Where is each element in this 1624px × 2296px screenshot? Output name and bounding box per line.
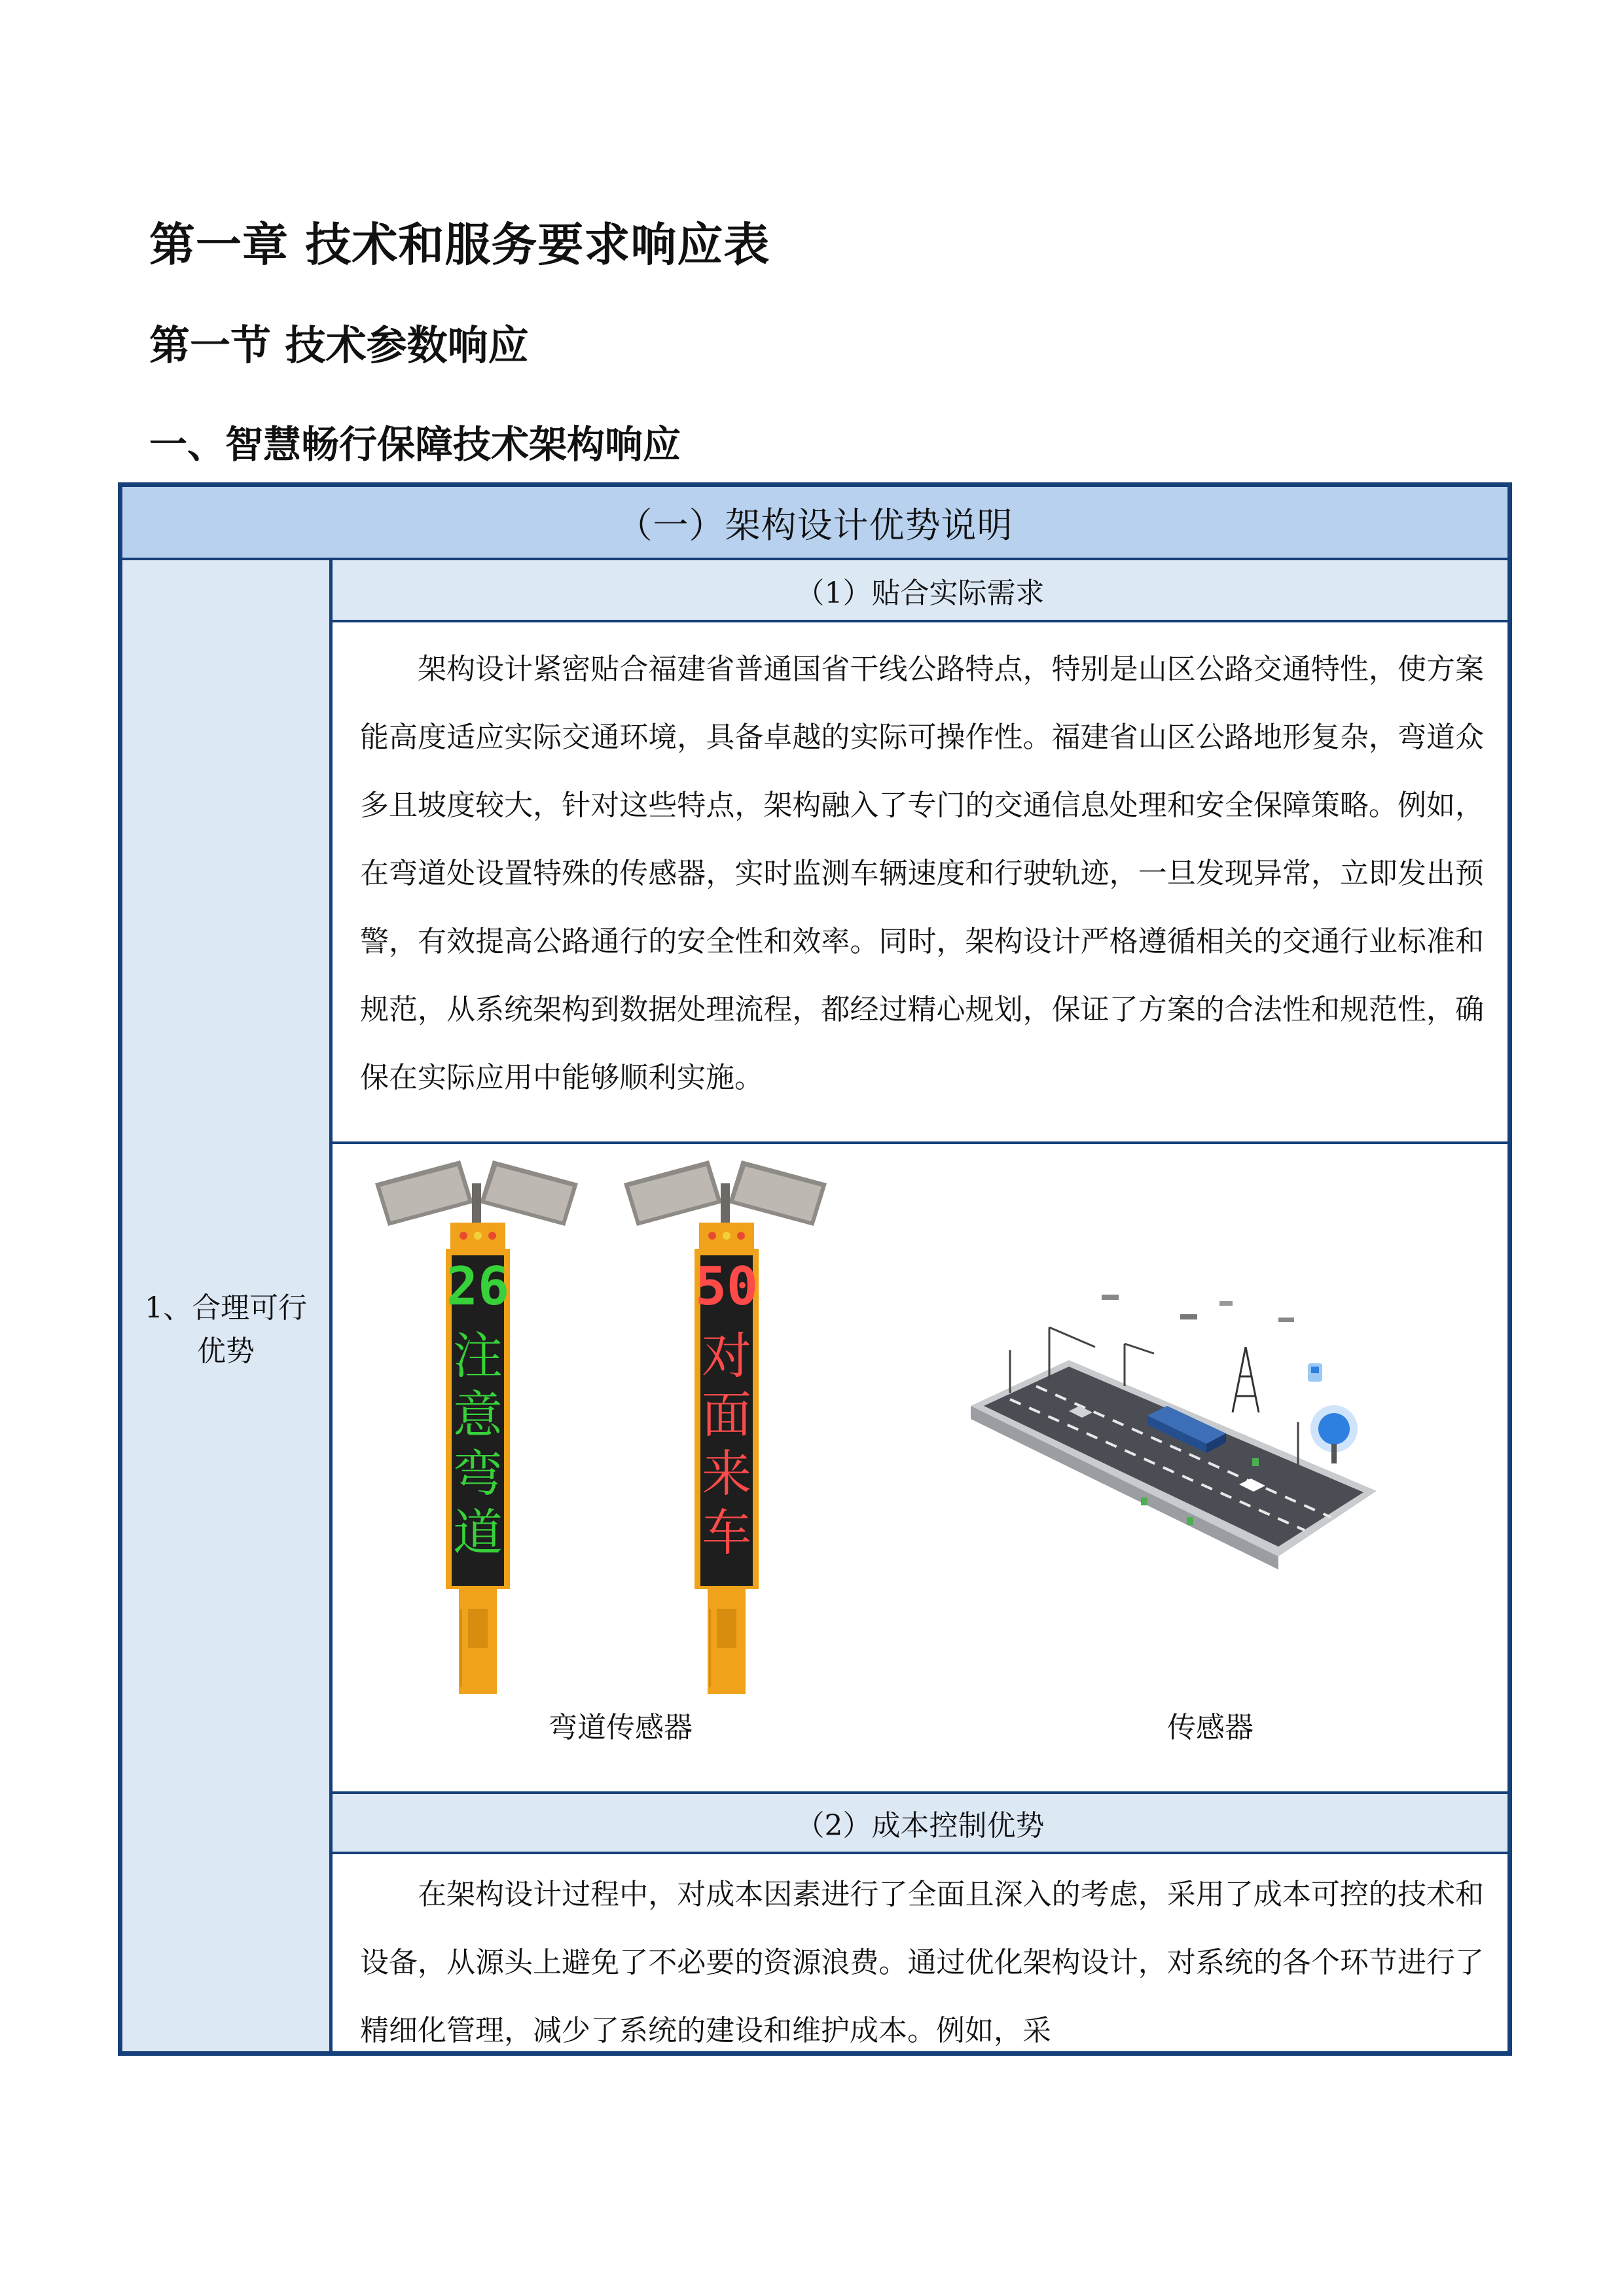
led-char: 道	[453, 1503, 503, 1562]
item2-text: 在架构设计过程中，对成本因素进行了全面且深入的考虑，采用了成本可控的技术和设备，从源头上避免了不必要的资源浪费。通过优化架构设计，对系统的各个环节进行了精细化管理，减少了系统的建设和维护成本。例如，采	[360, 1878, 1484, 2047]
category-label: 1、合理可行优势	[145, 1291, 307, 1368]
led-char: 注	[453, 1327, 503, 1385]
led-char: 来	[702, 1444, 751, 1503]
subsection-title: 一、智慧畅行保障技术架构响应	[149, 422, 681, 467]
item1-text: 架构设计紧密贴合福建省普通国省干线公路特点，特别是山区公路交通特性，使方案能高度适应实际交通环境，具备卓越的实际可操作性。福建省山区公路地形复杂，弯道众多且坡度较大，针对这些特点，架构融入了专门的交通信息处理和安全保障策略。例如，在弯道处设置特殊的传感器，实时监测车辆速度和行驶轨迹，一旦发现异常，立即发出预警，有效提高公路通行的安全性和效率。同时，架构设计严格遵循相关的交通行业标准和规范，从系统架构到数据处理流程，都经过精心规划，保证了方案的合法性和规范性，确保在实际应用中能够顺利实施。	[360, 653, 1484, 1094]
led-char: 车	[702, 1503, 751, 1562]
satellite-dish-icon	[1310, 1405, 1358, 1463]
led-char: 面	[702, 1386, 751, 1444]
sign-post-1	[375, 1160, 578, 1694]
figure-cell	[333, 1144, 1507, 1791]
sensor-tower-icon	[1233, 1347, 1259, 1412]
sign-post-2	[624, 1160, 827, 1694]
signal-icon	[1102, 1295, 1322, 1382]
led-char: 意	[453, 1386, 503, 1444]
caption-sensor: 传感器	[1167, 1711, 1254, 1744]
item2-title: （2）成本控制优势	[333, 1791, 1507, 1854]
response-table	[118, 482, 1512, 2056]
section-title: 第一节 技术参数响应	[149, 321, 529, 369]
sensor-scene-image	[971, 1282, 1390, 1589]
led-char: 弯	[453, 1444, 503, 1503]
table-header: （一）架构设计优势说明	[122, 487, 1507, 560]
chapter-title: 第一章 技术和服务要求响应表	[149, 218, 770, 272]
led-char: 对	[702, 1327, 751, 1385]
left-category-cell	[122, 560, 333, 2051]
item1-title: （1）贴合实际需求	[333, 560, 1507, 622]
speed-readout: 50	[695, 1256, 759, 1317]
curve-sensor-image	[369, 1157, 853, 1700]
speed-readout: 26	[446, 1256, 510, 1317]
road-icon	[984, 1367, 1363, 1547]
caption-curve-sensor: 弯道传感器	[549, 1711, 693, 1744]
